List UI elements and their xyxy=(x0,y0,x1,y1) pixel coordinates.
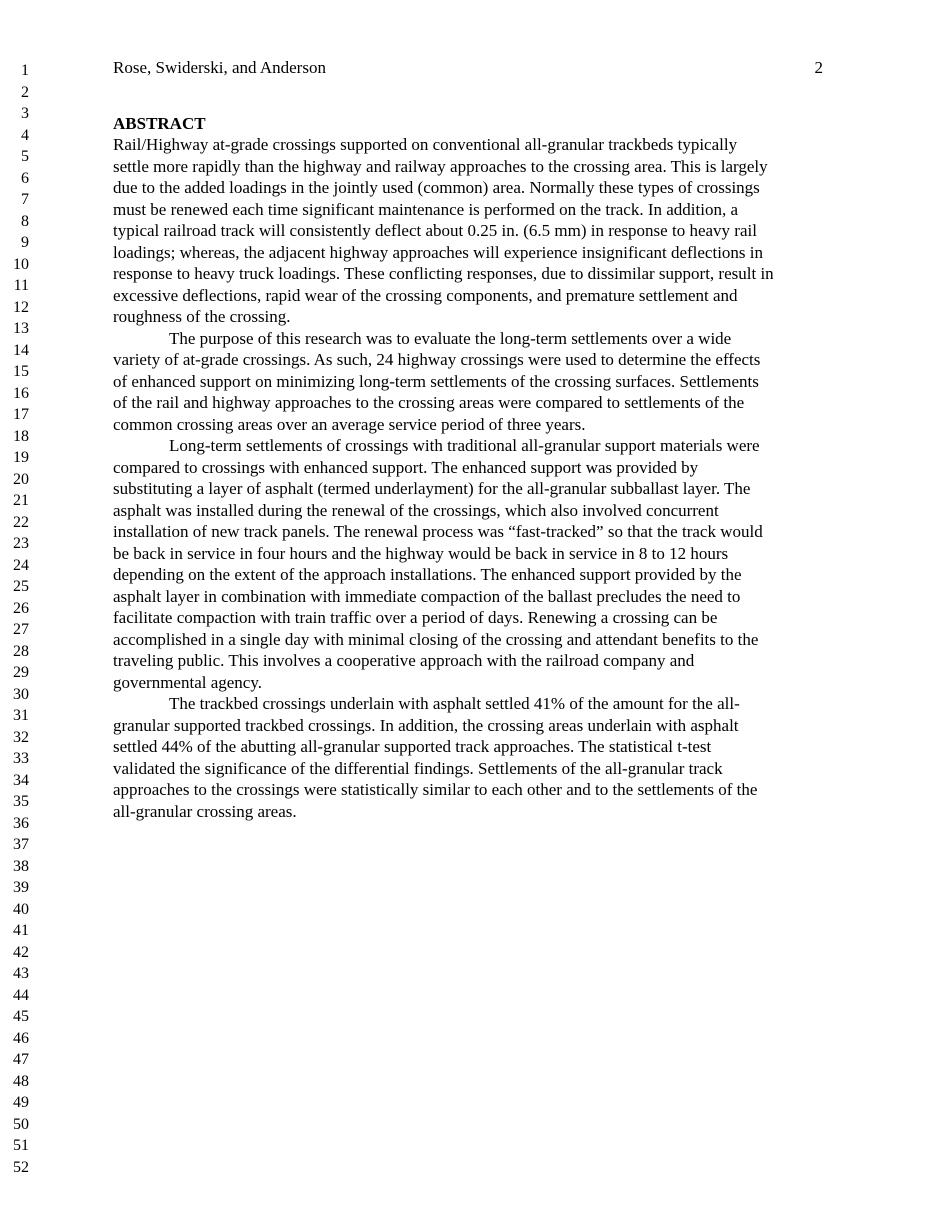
line-number: 15 xyxy=(13,363,29,380)
line-number: 21 xyxy=(13,492,29,509)
line-number: 41 xyxy=(13,922,29,939)
line-number: 12 xyxy=(13,298,29,316)
line-number: 45 xyxy=(13,1008,29,1025)
line-number: 42 xyxy=(13,943,29,961)
line-number: 49 xyxy=(13,1094,29,1111)
line-number: 18 xyxy=(13,427,29,445)
line-number: 39 xyxy=(13,879,29,896)
line-number: 13 xyxy=(13,320,29,337)
line-number: 37 xyxy=(13,836,29,853)
line-number: 25 xyxy=(13,578,29,595)
abstract-section xyxy=(113,113,841,823)
line-number: 44 xyxy=(13,986,29,1004)
line-number: 5 xyxy=(21,148,29,165)
line-number: 40 xyxy=(13,900,29,918)
line-number: 26 xyxy=(13,599,29,617)
abstract-paragraph: Rail/Highway at-grade crossings supported on conventional all-granular trackbeds typically settle more rapidly than the highway and railway approaches to the crossing area. This is largely due to the added loadings in the jointly used (common) area. Normally these types of crossings must be renewed each time significant maintenance is performed on the track. In addition, a typical railroad track will consistently deflect about 0.25 in. (6.5 mm) in response to heavy rail loadings; whereas, the adjacent highway approaches will experience insignificant deflections in response to heavy truck loadings. These conflicting responses, due to dissimilar support, result in excessive deflections, rapid wear of the crossing components, and premature settlement and roughness of the crossing. xyxy=(113,135,774,326)
line-number: 43 xyxy=(13,965,29,982)
line-number: 22 xyxy=(13,513,29,531)
line-number: 32 xyxy=(13,728,29,746)
abstract-paragraph: The trackbed crossings underlain with asphalt settled 41% of the amount for the all- granular supported trackbed crossings. In addition, the crossing areas underlain with asphalt settled 44% of the abutting all-granular supported track approaches. The statistical t-test validated the significance of the differential findings. Settlements of the all-granular track approaches to the crossings were statistically similar to each other and to the settlements of the all-granular crossing areas. xyxy=(113,694,758,821)
line-number: 48 xyxy=(13,1072,29,1090)
line-number: 1 xyxy=(21,62,29,79)
abstract-paragraph: The purpose of this research was to evaluate the long-term settlements over a wide variety of at-grade crossings. As such, 24 highway crossings were used to determine the effects of enhanced support on minimizing long-term settlements of the crossing surfaces. Settlements of the rail and highway approaches to the crossing areas were compared to settlements of the common crossing areas over an average service period of three years. xyxy=(113,328,761,434)
line-number: 3 xyxy=(21,105,29,122)
page-number: 2 xyxy=(814,58,823,77)
line-numbers xyxy=(0,60,29,1178)
line-number: 24 xyxy=(13,556,29,574)
line-number: 7 xyxy=(21,191,29,208)
line-number: 50 xyxy=(13,1115,29,1133)
line-number: 52 xyxy=(13,1158,29,1176)
line-number: 20 xyxy=(13,470,29,488)
line-number: 28 xyxy=(13,642,29,660)
line-number: 6 xyxy=(21,169,29,187)
line-number: 33 xyxy=(13,750,29,767)
line-number: 9 xyxy=(21,234,29,251)
line-number: 4 xyxy=(21,126,29,144)
line-number: 35 xyxy=(13,793,29,810)
line-number: 2 xyxy=(21,83,29,101)
line-number: 27 xyxy=(13,621,29,638)
line-number: 47 xyxy=(13,1051,29,1068)
line-number: 30 xyxy=(13,685,29,703)
line-number: 17 xyxy=(13,406,29,423)
line-number: 19 xyxy=(13,449,29,466)
line-number: 29 xyxy=(13,664,29,681)
header-authors: Rose, Swiderski, and Anderson xyxy=(113,58,326,77)
line-number: 16 xyxy=(13,384,29,402)
running-header xyxy=(113,57,823,78)
line-number: 38 xyxy=(13,857,29,875)
line-number: 46 xyxy=(13,1029,29,1047)
line-number: 11 xyxy=(13,277,29,294)
line-number: 10 xyxy=(13,255,29,273)
line-number: 34 xyxy=(13,771,29,789)
line-number: 23 xyxy=(13,535,29,552)
line-number: 31 xyxy=(13,707,29,724)
line-number: 51 xyxy=(13,1137,29,1154)
line-number: 14 xyxy=(13,341,29,359)
abstract-heading: ABSTRACT xyxy=(113,113,206,133)
line-number: 8 xyxy=(21,212,29,230)
abstract-paragraph: Long-term settlements of crossings with traditional all-granular support materials were compared to crossings with enhanced support. The enhanced support was provided by substituting a layer of asphalt (termed underlayment) for the all-granular subballast layer. The asphalt was installed during the renewal of the crossings, which also involved concurrent installation of new track panels. The renewal process was “fast-tracked” so that the track would be back in service in four hours and the highway would be back in service in 8 to 12 hours depending on the extent of the approach installations. The enhanced support provided by the asphalt layer in combination with immediate compaction of the ballast precludes the need to facilitate compaction with train traffic over a period of days. Renewing a crossing can be accomplished in a single day with minimal closing of the crossing and attendant benefits to the traveling public. This involves a cooperative approach with the railroad company and governmental agency. xyxy=(113,436,763,692)
line-number: 36 xyxy=(13,814,29,832)
